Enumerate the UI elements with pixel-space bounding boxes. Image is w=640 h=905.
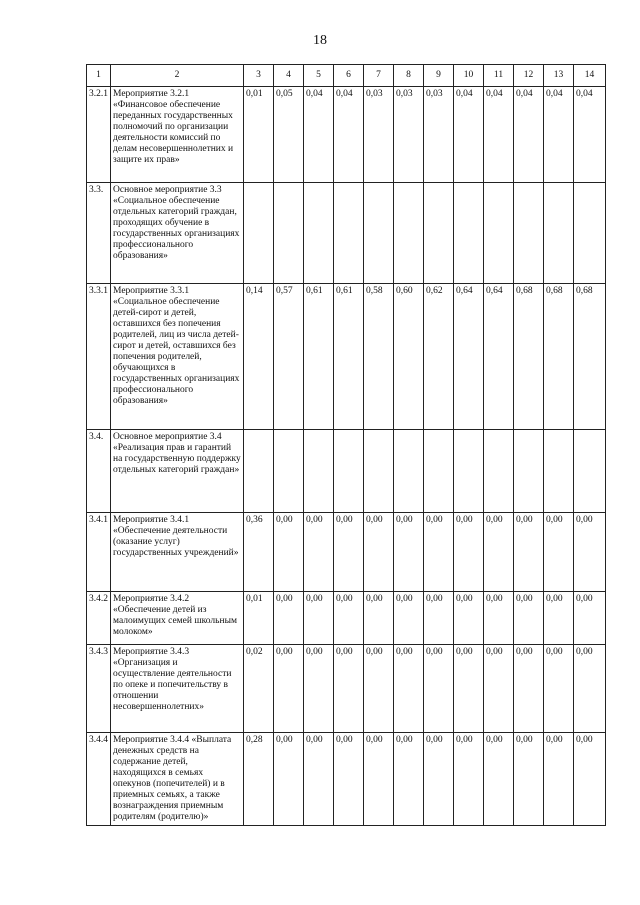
value-cell: 0,03 [394, 87, 424, 183]
value-cell [454, 183, 484, 284]
value-cell: 0,00 [484, 513, 514, 592]
value-cell: 0,00 [394, 645, 424, 733]
value-cell: 0,00 [544, 592, 574, 645]
value-cell [424, 183, 454, 284]
value-cell: 0,14 [244, 284, 274, 430]
value-cell [274, 430, 304, 513]
value-cell: 0,00 [364, 592, 394, 645]
table-row [87, 645, 606, 733]
header-cell: 3 [244, 65, 274, 87]
row-name-cell: Мероприятие 3.4.4 «Выплата денежных средств на содержание детей, находящихся в семьях опекунов (попечителей) и в приемных семьях, а также вознаграждения приемным родителям (родителю)» [111, 733, 244, 826]
value-cell [484, 430, 514, 513]
value-cell [244, 430, 274, 513]
value-cell: 0,03 [364, 87, 394, 183]
value-cell: 0,00 [304, 592, 334, 645]
value-cell: 0,00 [334, 513, 364, 592]
value-cell: 0,68 [514, 284, 544, 430]
header-cell: 4 [274, 65, 304, 87]
value-cell: 0,00 [484, 733, 514, 826]
value-cell [304, 183, 334, 284]
row-number-cell: 3.3.1 [87, 284, 111, 430]
value-cell [274, 183, 304, 284]
header-cell: 2 [111, 65, 244, 87]
table-row [87, 87, 606, 183]
value-cell: 0,00 [544, 645, 574, 733]
value-cell [544, 183, 574, 284]
row-number-cell: 3.3. [87, 183, 111, 284]
value-cell: 0,01 [244, 87, 274, 183]
value-cell [304, 430, 334, 513]
header-cell: 11 [484, 65, 514, 87]
value-cell [364, 183, 394, 284]
value-cell: 0,04 [334, 87, 364, 183]
page-number: 18 [313, 33, 327, 48]
value-cell: 0,05 [274, 87, 304, 183]
value-cell: 0,04 [454, 87, 484, 183]
value-cell: 0,57 [274, 284, 304, 430]
row-number-cell: 3.2.1 [87, 87, 111, 183]
value-cell: 0,01 [244, 592, 274, 645]
value-cell [334, 430, 364, 513]
value-cell: 0,00 [334, 645, 364, 733]
value-cell: 0,64 [454, 284, 484, 430]
value-cell: 0,00 [544, 733, 574, 826]
value-cell: 0,00 [334, 592, 364, 645]
value-cell: 0,00 [484, 645, 514, 733]
value-cell: 0,00 [454, 592, 484, 645]
value-cell [514, 430, 544, 513]
value-cell: 0,00 [424, 592, 454, 645]
indicators-table [86, 64, 606, 826]
table-row [87, 592, 606, 645]
value-cell: 0,00 [304, 645, 334, 733]
value-cell: 0,00 [484, 592, 514, 645]
value-cell: 0,04 [484, 87, 514, 183]
row-name-cell: Мероприятие 3.4.2 «Обеспечение детей из малоимущих семей школьным молоком» [111, 592, 244, 645]
value-cell: 0,62 [424, 284, 454, 430]
table-row [87, 430, 606, 513]
value-cell [514, 183, 544, 284]
value-cell [454, 430, 484, 513]
value-cell: 0,04 [544, 87, 574, 183]
value-cell: 0,00 [394, 592, 424, 645]
value-cell [394, 430, 424, 513]
value-cell: 0,00 [514, 645, 544, 733]
value-cell: 0,00 [424, 733, 454, 826]
value-cell: 0,04 [574, 87, 606, 183]
value-cell: 0,04 [514, 87, 544, 183]
table-row [87, 513, 606, 592]
table-body [87, 65, 606, 826]
value-cell: 0,00 [454, 733, 484, 826]
value-cell: 0,04 [304, 87, 334, 183]
table-row [87, 183, 606, 284]
row-name-cell: Мероприятие 3.2.1 «Финансовое обеспечение переданных государственных полномочий по организации деятельности комиссий по делам несовершеннолетних и защите их прав» [111, 87, 244, 183]
value-cell [574, 183, 606, 284]
value-cell: 0,00 [304, 513, 334, 592]
header-cell: 12 [514, 65, 544, 87]
value-cell [424, 430, 454, 513]
header-cell: 5 [304, 65, 334, 87]
value-cell [364, 430, 394, 513]
value-cell: 0,02 [244, 645, 274, 733]
value-cell: 0,00 [514, 733, 544, 826]
value-cell: 0,00 [424, 513, 454, 592]
value-cell [394, 183, 424, 284]
header-cell: 13 [544, 65, 574, 87]
value-cell: 0,00 [304, 733, 334, 826]
value-cell: 0,36 [244, 513, 274, 592]
row-number-cell: 3.4.3 [87, 645, 111, 733]
row-name-cell: Основное мероприятие 3.4 «Реализация прав и гарантий на государственную поддержку отдельных категорий граждан» [111, 430, 244, 513]
value-cell: 0,64 [484, 284, 514, 430]
header-cell: 10 [454, 65, 484, 87]
value-cell: 0,28 [244, 733, 274, 826]
value-cell [334, 183, 364, 284]
header-cell: 6 [334, 65, 364, 87]
value-cell: 0,68 [544, 284, 574, 430]
value-cell: 0,00 [364, 513, 394, 592]
value-cell: 0,00 [574, 733, 606, 826]
value-cell: 0,61 [334, 284, 364, 430]
value-cell: 0,00 [334, 733, 364, 826]
value-cell: 0,00 [274, 733, 304, 826]
row-number-cell: 3.4.2 [87, 592, 111, 645]
value-cell: 0,58 [364, 284, 394, 430]
table-header-row [87, 65, 606, 87]
row-number-cell: 3.4. [87, 430, 111, 513]
value-cell: 0,00 [454, 513, 484, 592]
value-cell: 0,00 [514, 513, 544, 592]
value-cell: 0,00 [364, 733, 394, 826]
value-cell: 0,03 [424, 87, 454, 183]
value-cell [574, 430, 606, 513]
value-cell: 0,00 [274, 592, 304, 645]
value-cell: 0,00 [514, 592, 544, 645]
row-number-cell: 3.4.4 [87, 733, 111, 826]
value-cell: 0,00 [274, 645, 304, 733]
value-cell [544, 430, 574, 513]
value-cell [484, 183, 514, 284]
value-cell: 0,00 [574, 645, 606, 733]
row-name-cell: Основное мероприятие 3.3 «Социальное обеспечение отдельных категорий граждан, проходящих обучение в государственных организациях профессионального образования» [111, 183, 244, 284]
value-cell: 0,00 [394, 733, 424, 826]
value-cell: 0,00 [574, 513, 606, 592]
row-name-cell: Мероприятие 3.4.1 «Обеспечение деятельности (оказание услуг) государственных учреждений» [111, 513, 244, 592]
header-cell: 14 [574, 65, 606, 87]
value-cell: 0,61 [304, 284, 334, 430]
header-cell: 1 [87, 65, 111, 87]
value-cell: 0,00 [544, 513, 574, 592]
value-cell: 0,00 [454, 645, 484, 733]
value-cell [244, 183, 274, 284]
value-cell: 0,00 [424, 645, 454, 733]
header-cell: 7 [364, 65, 394, 87]
row-name-cell: Мероприятие 3.3.1 «Социальное обеспечение детей-сирот и детей, оставшихся без попечения родителей, лиц из числа детей-сирот и детей, оставшихся без попечения родителей, обучающихся в государственных организациях профессионального образования» [111, 284, 244, 430]
value-cell: 0,00 [394, 513, 424, 592]
row-name-cell: Мероприятие 3.4.3 «Организация и осуществление деятельности по опеке и попечительству в отношении несовершеннолетних» [111, 645, 244, 733]
value-cell: 0,00 [574, 592, 606, 645]
row-number-cell: 3.4.1 [87, 513, 111, 592]
value-cell: 0,68 [574, 284, 606, 430]
table-row [87, 284, 606, 430]
value-cell: 0,00 [364, 645, 394, 733]
value-cell: 0,60 [394, 284, 424, 430]
value-cell: 0,00 [274, 513, 304, 592]
header-cell: 8 [394, 65, 424, 87]
header-cell: 9 [424, 65, 454, 87]
table-row [87, 733, 606, 826]
